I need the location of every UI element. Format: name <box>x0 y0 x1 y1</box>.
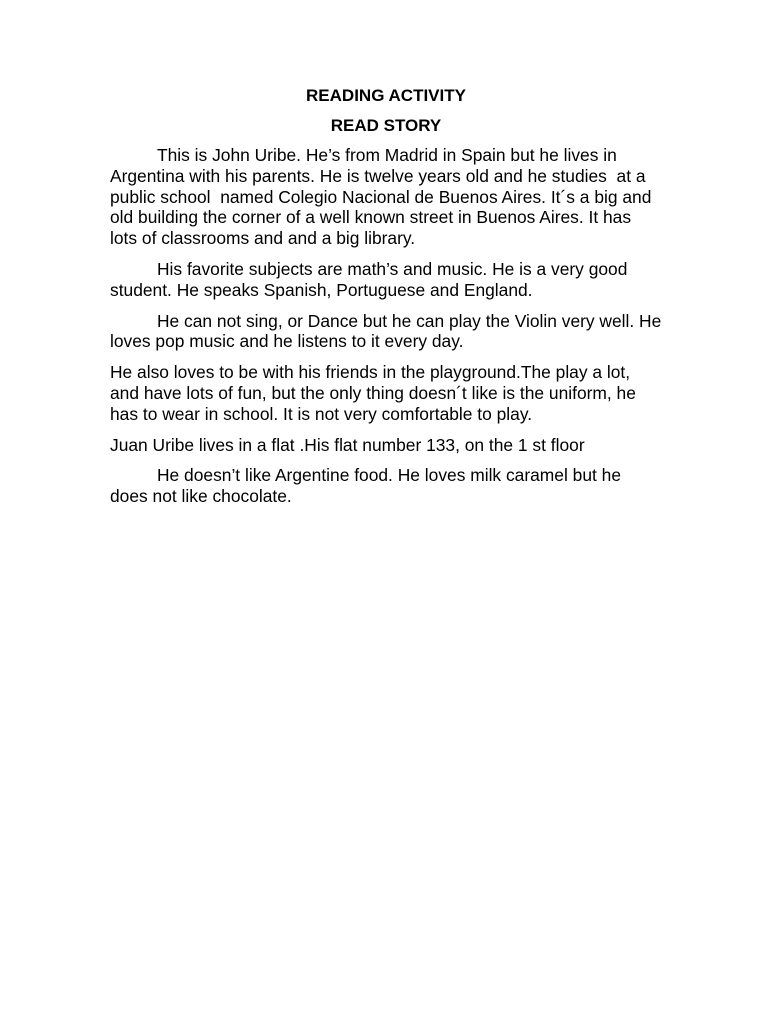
paragraph-subjects: His favorite subjects are math’s and music. He is a very good student. He speaks Spanish, Portuguese and England. <box>110 258 633 300</box>
paragraph-food: He doesn’t like Argentine food. He loves milk caramel but he does not like chocolate. <box>110 465 626 507</box>
paragraph-flat: Juan Uribe lives in a flat .His flat number 133, on the 1 st floor <box>110 434 585 455</box>
paragraph-intro: This is John Uribe. He’s from Madrid in Spain but he lives in Argentina with his parents. He is twelve years old and he studies at a public school named Colegio Nacional de Buenos Aires. It´s a big and old building the corner of a well known street in Buenos Aires. It has lots of classrooms and and a big library. <box>110 145 657 249</box>
document-subtitle: READ STORY <box>330 116 442 135</box>
document-page <box>110 86 667 517</box>
paragraph-friends: He also loves to be with his friends in the playground.The play a lot, and have lots of fun, but the only thing doesn´t like is the uniform, he has to wear in school. It is not very comfortable to play. <box>110 362 641 424</box>
document-title: READING ACTIVITY <box>306 86 466 105</box>
paragraph-talents: He can not sing, or Dance but he can play the Violin very well. He loves pop music and he listens to it every day. <box>110 310 667 352</box>
